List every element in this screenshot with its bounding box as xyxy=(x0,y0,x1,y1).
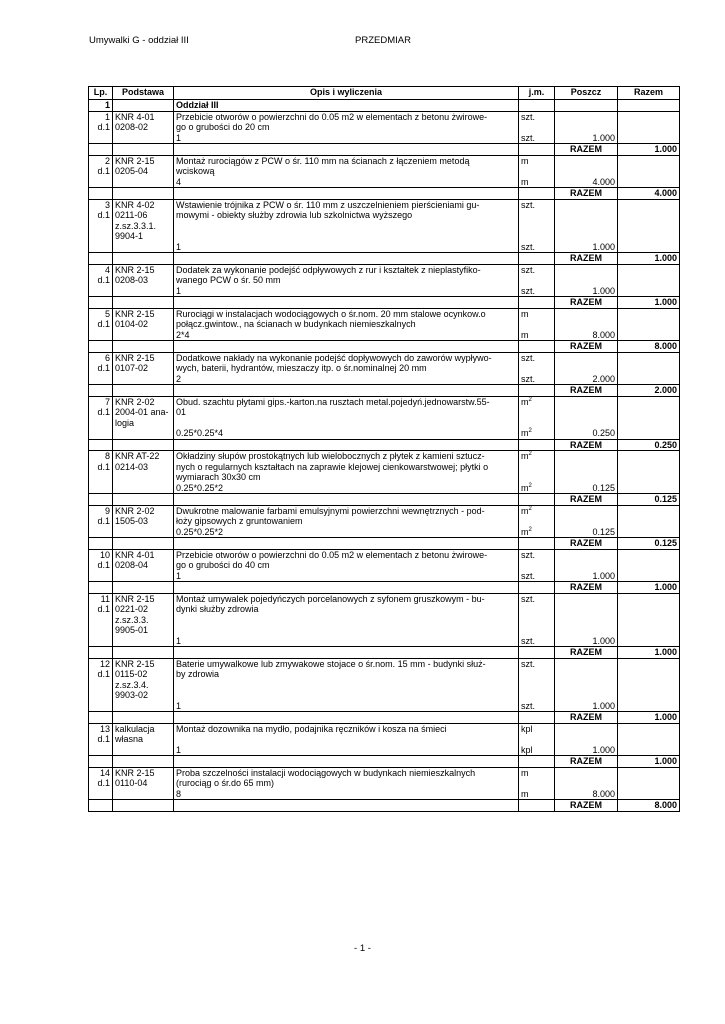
item-lp-ref: d.1 xyxy=(97,778,110,788)
item-podstawa xyxy=(113,155,174,188)
table-row xyxy=(89,396,680,439)
col-header-opis: Opis i wyliczenia xyxy=(174,87,519,100)
item-calc: 1 xyxy=(176,635,182,646)
opis-line: nych o regularnych kształtach na zaprawie klejowej cienkowarstwowej; płytki o xyxy=(176,461,489,472)
opis-line: Wstawienie trójnika z PCW o śr. 110 mm z uszczelnieniem pierścieniami gu- xyxy=(176,199,480,210)
table-row xyxy=(89,593,680,647)
razem-value: 1.000 xyxy=(618,712,680,724)
opis-line: Obud. szachtu płytami gips.-karton.na rusztach metal.pojedyń.jednowarstw.55- xyxy=(176,396,490,407)
table-row xyxy=(89,451,680,494)
podstawa-line: 9904-1 xyxy=(115,231,144,241)
item-lp-number: 4 xyxy=(104,264,110,275)
podstawa-line: 0211-06 xyxy=(115,210,148,220)
razem-label: RAZEM xyxy=(555,188,618,200)
podstawa-line: 9903-02 xyxy=(115,690,149,700)
item-jm-top: szt. xyxy=(521,549,536,560)
item-opis xyxy=(174,111,519,144)
item-poszcz: 1.000 xyxy=(555,723,618,756)
opis-line: połącz.gwintow., na ścianach w budynkach niemieszkalnych xyxy=(176,319,416,329)
item-podstawa xyxy=(113,111,174,144)
item-jm xyxy=(519,451,555,494)
opis-line: Baterie umywalkowe lub zmywakowe stojace o śr.nom. 15 mm - budynki służ- xyxy=(176,658,486,669)
item-lp xyxy=(89,352,113,385)
podstawa-line: z.sz.3.4. xyxy=(115,679,149,690)
item-jm-bottom: szt. xyxy=(521,241,536,252)
opis-line: łoży gipsowych z gruntowaniem xyxy=(176,516,303,526)
razem-value: 1.000 xyxy=(618,647,680,659)
item-lp xyxy=(89,767,113,800)
item-lp-number: 11 xyxy=(100,593,110,604)
podstawa-line: 9905-01 xyxy=(115,625,149,635)
opis-line: Okładziny słupów prostokątnych lub wielobocznych z płytek z kamieni sztucz- xyxy=(176,451,485,461)
opis-line: wanego PCW o śr. 50 mm xyxy=(176,275,281,285)
podstawa-line: 0205-04 xyxy=(115,166,149,176)
item-lp-number: 7 xyxy=(104,396,110,407)
item-lp-ref: d.1 xyxy=(97,363,110,373)
podstawa-line: KNR 2-15 xyxy=(115,264,155,275)
item-opis xyxy=(174,723,519,756)
item-jm-top: m xyxy=(521,308,529,319)
item-lp-ref: d.1 xyxy=(97,669,110,679)
item-lp-number: 10 xyxy=(99,549,110,560)
razem-value: 4.000 xyxy=(618,188,680,200)
item-jm-bottom: m xyxy=(521,329,529,340)
podstawa-line: kalkulacja xyxy=(115,723,155,734)
item-opis xyxy=(174,308,519,341)
col-header-poszcz: Poszcz xyxy=(555,87,618,100)
opis-line: Przebicie otworów o powierzchni do 0.05 m2 w elementach z betonu żwirowe- xyxy=(176,549,488,560)
page-number: - 1 - xyxy=(354,943,371,954)
item-lp-number: 5 xyxy=(104,308,110,319)
podstawa-line: własna xyxy=(115,734,144,744)
item-calc: 0.25*0.25*2 xyxy=(176,482,224,493)
item-jm-top: kpl xyxy=(521,723,533,734)
item-lp-ref: d.1 xyxy=(97,407,110,417)
opis-line: wych, baterii, hydrantów, mieszaczy itp. o śr.nominalnej 20 mm xyxy=(176,363,427,373)
razem-row xyxy=(89,341,680,353)
opis-line: Proba szczelności instalacji wodociągowych w budynkach niemieszkalnych xyxy=(176,767,476,778)
item-calc: 2 xyxy=(176,373,182,384)
item-lp-number: 13 xyxy=(99,723,110,734)
podstawa-line: KNR 4-02 xyxy=(115,199,155,210)
table-row xyxy=(89,199,680,253)
opis-line: Montaż dozownika na mydło, podajnika ręczników i kosza na śmieci xyxy=(176,723,447,734)
podstawa-line: KNR 2-02 xyxy=(115,396,155,407)
razem-row xyxy=(89,800,680,812)
podstawa-line: KNR 4-01 xyxy=(115,549,155,560)
section-title: Oddział III xyxy=(174,100,519,112)
item-jm xyxy=(519,155,555,188)
razem-row xyxy=(89,582,680,594)
item-jm-bottom: $m^2$ xyxy=(521,526,532,537)
item-poszcz: 0.125 xyxy=(555,451,618,494)
item-lp-number: 12 xyxy=(99,658,110,669)
doc-header-title: PRZEDMIAR xyxy=(355,35,411,46)
razem-label: RAZEM xyxy=(555,297,618,309)
opis-line: Dodatek za wykonanie podejść odpływowych z rur i kształtek z nieplastyfiko- xyxy=(176,264,481,275)
doc-header-left: Umywalki G - oddział III xyxy=(89,35,189,46)
item-lp xyxy=(89,593,113,647)
podstawa-line: 0214-03 xyxy=(115,461,149,472)
item-opis xyxy=(174,155,519,188)
razem-label: RAZEM xyxy=(555,582,618,594)
item-jm-bottom: szt. xyxy=(521,700,536,711)
item-poszcz: 1.000 xyxy=(555,264,618,297)
opis-line: Dodatkowe nakłady na wykonanie podejść dopływowych do zaworów wypływo- xyxy=(176,352,492,363)
item-calc: 1 xyxy=(176,570,182,581)
item-podstawa xyxy=(113,505,174,538)
item-podstawa xyxy=(113,396,174,439)
podstawa-line: logia xyxy=(115,417,135,428)
item-jm xyxy=(519,352,555,385)
item-jm xyxy=(519,658,555,712)
item-lp-ref: d.1 xyxy=(97,560,110,570)
item-lp-ref: d.1 xyxy=(97,734,110,744)
podstawa-line: z.sz.3.3.1. xyxy=(115,220,157,231)
opis-line: Montaż rurociągów z PCW o śr. 110 mm na ścianach z łączeniem metodą xyxy=(176,155,470,166)
table-row xyxy=(89,723,680,756)
podstawa-line: 0107-02 xyxy=(115,363,149,373)
item-lp xyxy=(89,549,113,582)
item-opis xyxy=(174,593,519,647)
item-calc: 1 xyxy=(176,241,182,252)
opis-line: 01 xyxy=(176,407,187,417)
razem-label: RAZEM xyxy=(555,800,618,812)
item-jm xyxy=(519,505,555,538)
podstawa-line: KNR 2-15 xyxy=(115,658,155,669)
item-lp-ref: d.1 xyxy=(97,604,110,614)
item-poszcz: 1.000 xyxy=(555,593,618,647)
opis-line: Przebicie otworów o powierzchni do 0.05 m2 w elementach z betonu żwirowe- xyxy=(176,111,488,122)
item-calc: 1 xyxy=(176,700,182,711)
razem-row xyxy=(89,144,680,156)
item-calc: 1 xyxy=(176,132,182,143)
razem-label: RAZEM xyxy=(555,756,618,768)
item-podstawa xyxy=(113,199,174,253)
item-jm-top: szt. xyxy=(521,264,536,275)
razem-label: RAZEM xyxy=(555,144,618,156)
razem-label: RAZEM xyxy=(555,385,618,397)
razem-value: 8.000 xyxy=(618,800,680,812)
item-opis xyxy=(174,451,519,494)
podstawa-line: 0221-02 xyxy=(115,604,149,614)
item-podstawa xyxy=(113,352,174,385)
item-opis xyxy=(174,199,519,253)
podstawa-line: KNR 2-15 xyxy=(115,593,155,604)
podstawa-line: 2004-01 ana- xyxy=(115,407,169,417)
razem-row xyxy=(89,385,680,397)
item-jm-bottom: $m^2$ xyxy=(521,428,532,438)
table-row xyxy=(89,155,680,188)
item-podstawa xyxy=(113,451,174,494)
opis-line: wciskową xyxy=(176,166,215,176)
item-calc: 0.25*0.25*2 xyxy=(176,526,224,537)
razem-label: RAZEM xyxy=(555,253,618,265)
item-lp-ref: d.1 xyxy=(97,461,110,472)
item-poszcz: 0.125 xyxy=(555,505,618,538)
item-poszcz: 2.000 xyxy=(555,352,618,385)
item-jm-bottom: szt. xyxy=(521,285,536,296)
podstawa-line: 0208-03 xyxy=(115,275,149,285)
item-opis xyxy=(174,396,519,439)
item-lp xyxy=(89,505,113,538)
podstawa-line: KNR 2-02 xyxy=(115,505,155,516)
item-lp xyxy=(89,199,113,253)
razem-value: 1.000 xyxy=(618,756,680,768)
razem-label: RAZEM xyxy=(555,341,618,353)
podstawa-line: z.sz.3.3. xyxy=(115,614,149,625)
item-jm-top: szt. xyxy=(521,199,536,210)
podstawa-line: 0110-04 xyxy=(115,778,148,788)
opis-line: dynki służby zdrowia xyxy=(176,604,259,614)
item-opis xyxy=(174,264,519,297)
razem-value: 1.000 xyxy=(618,144,680,156)
item-jm-top: $m^2$ xyxy=(521,505,532,516)
razem-row xyxy=(89,756,680,768)
razem-row xyxy=(89,647,680,659)
item-lp-number: 6 xyxy=(104,352,110,363)
podstawa-line: 1505-03 xyxy=(115,516,149,526)
item-jm-bottom: m xyxy=(521,788,529,799)
item-jm xyxy=(519,593,555,647)
podstawa-line: KNR 2-15 xyxy=(115,308,155,319)
opis-line: go o grubości do 20 cm xyxy=(176,122,270,132)
item-jm xyxy=(519,308,555,341)
table-row xyxy=(89,111,680,144)
item-lp xyxy=(89,111,113,144)
item-jm xyxy=(519,396,555,439)
item-poszcz: 1.000 xyxy=(555,549,618,582)
razem-label: RAZEM xyxy=(555,647,618,659)
item-opis xyxy=(174,352,519,385)
item-calc: 4 xyxy=(176,176,182,187)
razem-label: RAZEM xyxy=(555,538,618,550)
item-jm-bottom: szt. xyxy=(521,635,536,646)
item-jm-bottom: szt. xyxy=(521,132,536,143)
item-poszcz: 4.000 xyxy=(555,155,618,188)
item-lp-number: 9 xyxy=(104,505,110,516)
item-lp-number: 8 xyxy=(104,451,110,461)
section-row xyxy=(89,100,680,112)
item-jm-bottom: $m^2$ xyxy=(521,482,532,493)
item-jm-top: szt. xyxy=(521,658,536,669)
item-poszcz: 8.000 xyxy=(555,308,618,341)
table-row xyxy=(89,549,680,582)
item-jm-top: szt. xyxy=(521,111,536,122)
item-podstawa xyxy=(113,658,174,712)
item-jm xyxy=(519,723,555,756)
item-jm xyxy=(519,199,555,253)
item-lp-ref: d.1 xyxy=(97,166,110,176)
podstawa-line: KNR 2-15 xyxy=(115,767,155,778)
item-jm-top: m xyxy=(521,155,529,166)
przedmiar-table xyxy=(88,86,680,812)
item-podstawa xyxy=(113,723,174,756)
item-jm-top: $m^2$ xyxy=(521,451,532,461)
item-lp xyxy=(89,308,113,341)
section-lp: 1 xyxy=(89,100,113,112)
table-row xyxy=(89,658,680,712)
item-jm-bottom: kpl xyxy=(521,744,533,755)
item-jm-bottom: szt. xyxy=(521,570,536,581)
table-row xyxy=(89,352,680,385)
razem-label: RAZEM xyxy=(555,712,618,724)
opis-line: Dwukrotne malowanie farbami emulsyjnymi powierzchni wewnętrznych - pod- xyxy=(176,505,485,516)
col-header-lp: Lp. xyxy=(89,87,113,100)
item-podstawa xyxy=(113,549,174,582)
item-calc: 0.25*0.25*4 xyxy=(176,428,224,438)
razem-label: RAZEM xyxy=(555,494,618,506)
opis-line: by zdrowia xyxy=(176,669,220,679)
item-poszcz: 0.250 xyxy=(555,396,618,439)
razem-value: 0.125 xyxy=(618,494,680,506)
podstawa-line: 0208-04 xyxy=(115,560,149,570)
item-lp xyxy=(89,396,113,439)
table-row xyxy=(89,505,680,538)
razem-label: RAZEM xyxy=(555,439,618,451)
item-lp xyxy=(89,723,113,756)
item-jm-bottom: szt. xyxy=(521,373,536,384)
item-jm-top: szt. xyxy=(521,352,536,363)
item-podstawa xyxy=(113,593,174,647)
podstawa-line: 0104-02 xyxy=(115,319,149,329)
razem-row xyxy=(89,439,680,451)
col-header-razem: Razem xyxy=(618,87,680,100)
table-row xyxy=(89,264,680,297)
item-calc: 1 xyxy=(176,285,182,296)
item-lp-ref: d.1 xyxy=(97,516,110,526)
podstawa-line: 0208-02 xyxy=(115,122,149,132)
item-opis xyxy=(174,505,519,538)
item-lp-number: 3 xyxy=(104,199,110,210)
item-lp-number: 1 xyxy=(104,111,110,122)
item-lp xyxy=(89,264,113,297)
razem-value: 2.000 xyxy=(618,385,680,397)
razem-row xyxy=(89,538,680,550)
podstawa-line: KNR 2-15 xyxy=(115,352,155,363)
item-opis xyxy=(174,767,519,800)
item-poszcz: 1.000 xyxy=(555,199,618,253)
item-jm-bottom: m xyxy=(521,176,529,187)
razem-value: 1.000 xyxy=(618,253,680,265)
item-lp xyxy=(89,658,113,712)
item-podstawa xyxy=(113,308,174,341)
opis-line: Rurociągi w instalacjach wodociągowych o śr.nom. 20 mm stalowe ocynkow.o xyxy=(176,308,486,319)
opis-line: (rurociąg o śr.do 65 mm) xyxy=(176,778,275,788)
table-row xyxy=(89,767,680,800)
item-jm-top: szt. xyxy=(521,593,536,604)
razem-value: 0.125 xyxy=(618,538,680,550)
item-lp xyxy=(89,155,113,188)
item-jm xyxy=(519,767,555,800)
item-opis xyxy=(174,549,519,582)
razem-row xyxy=(89,297,680,309)
table-header-row xyxy=(89,87,680,100)
opis-line: Montaż umywalek pojedyńczych porcelanowych z syfonem gruszkowym - bu- xyxy=(176,593,485,604)
podstawa-line: KNR 4-01 xyxy=(115,111,155,122)
item-jm xyxy=(519,549,555,582)
col-header-podstawa: Podstawa xyxy=(113,87,174,100)
col-header-jm: j.m. xyxy=(519,87,555,100)
razem-row xyxy=(89,253,680,265)
table-row xyxy=(89,308,680,341)
opis-line: go o grubości do 40 cm xyxy=(176,560,270,570)
razem-value: 8.000 xyxy=(618,341,680,353)
item-jm-top: $m^2$ xyxy=(521,396,532,407)
opis-line: wymiarach 30x30 cm xyxy=(176,472,261,482)
item-poszcz: 1.000 xyxy=(555,658,618,712)
item-lp-ref: d.1 xyxy=(97,319,110,329)
opis-line: mowymi - obiekty służby zdrowia lub szkolnictwa wyższego xyxy=(176,210,413,220)
item-poszcz: 8.000 xyxy=(555,767,618,800)
item-lp xyxy=(89,451,113,494)
razem-row xyxy=(89,188,680,200)
razem-value: 1.000 xyxy=(618,297,680,309)
item-podstawa xyxy=(113,264,174,297)
item-jm xyxy=(519,111,555,144)
item-calc: 2*4 xyxy=(176,329,190,340)
podstawa-line: 0115-02 xyxy=(115,669,148,679)
item-jm xyxy=(519,264,555,297)
razem-row xyxy=(89,712,680,724)
item-lp-number: 2 xyxy=(104,155,110,166)
item-lp-number: 14 xyxy=(99,767,110,778)
item-calc: 1 xyxy=(176,744,182,755)
podstawa-line: KNR AT-22 xyxy=(115,451,160,461)
item-podstawa xyxy=(113,767,174,800)
item-jm-top: m xyxy=(521,767,529,778)
item-poszcz: 1.000 xyxy=(555,111,618,144)
razem-value: 1.000 xyxy=(618,582,680,594)
razem-row xyxy=(89,494,680,506)
item-lp-ref: d.1 xyxy=(97,275,110,285)
item-opis xyxy=(174,658,519,712)
item-calc: 8 xyxy=(176,788,182,799)
podstawa-line: KNR 2-15 xyxy=(115,155,155,166)
razem-value: 0.250 xyxy=(618,439,680,451)
item-lp-ref: d.1 xyxy=(97,122,110,132)
item-lp-ref: d.1 xyxy=(97,210,110,220)
